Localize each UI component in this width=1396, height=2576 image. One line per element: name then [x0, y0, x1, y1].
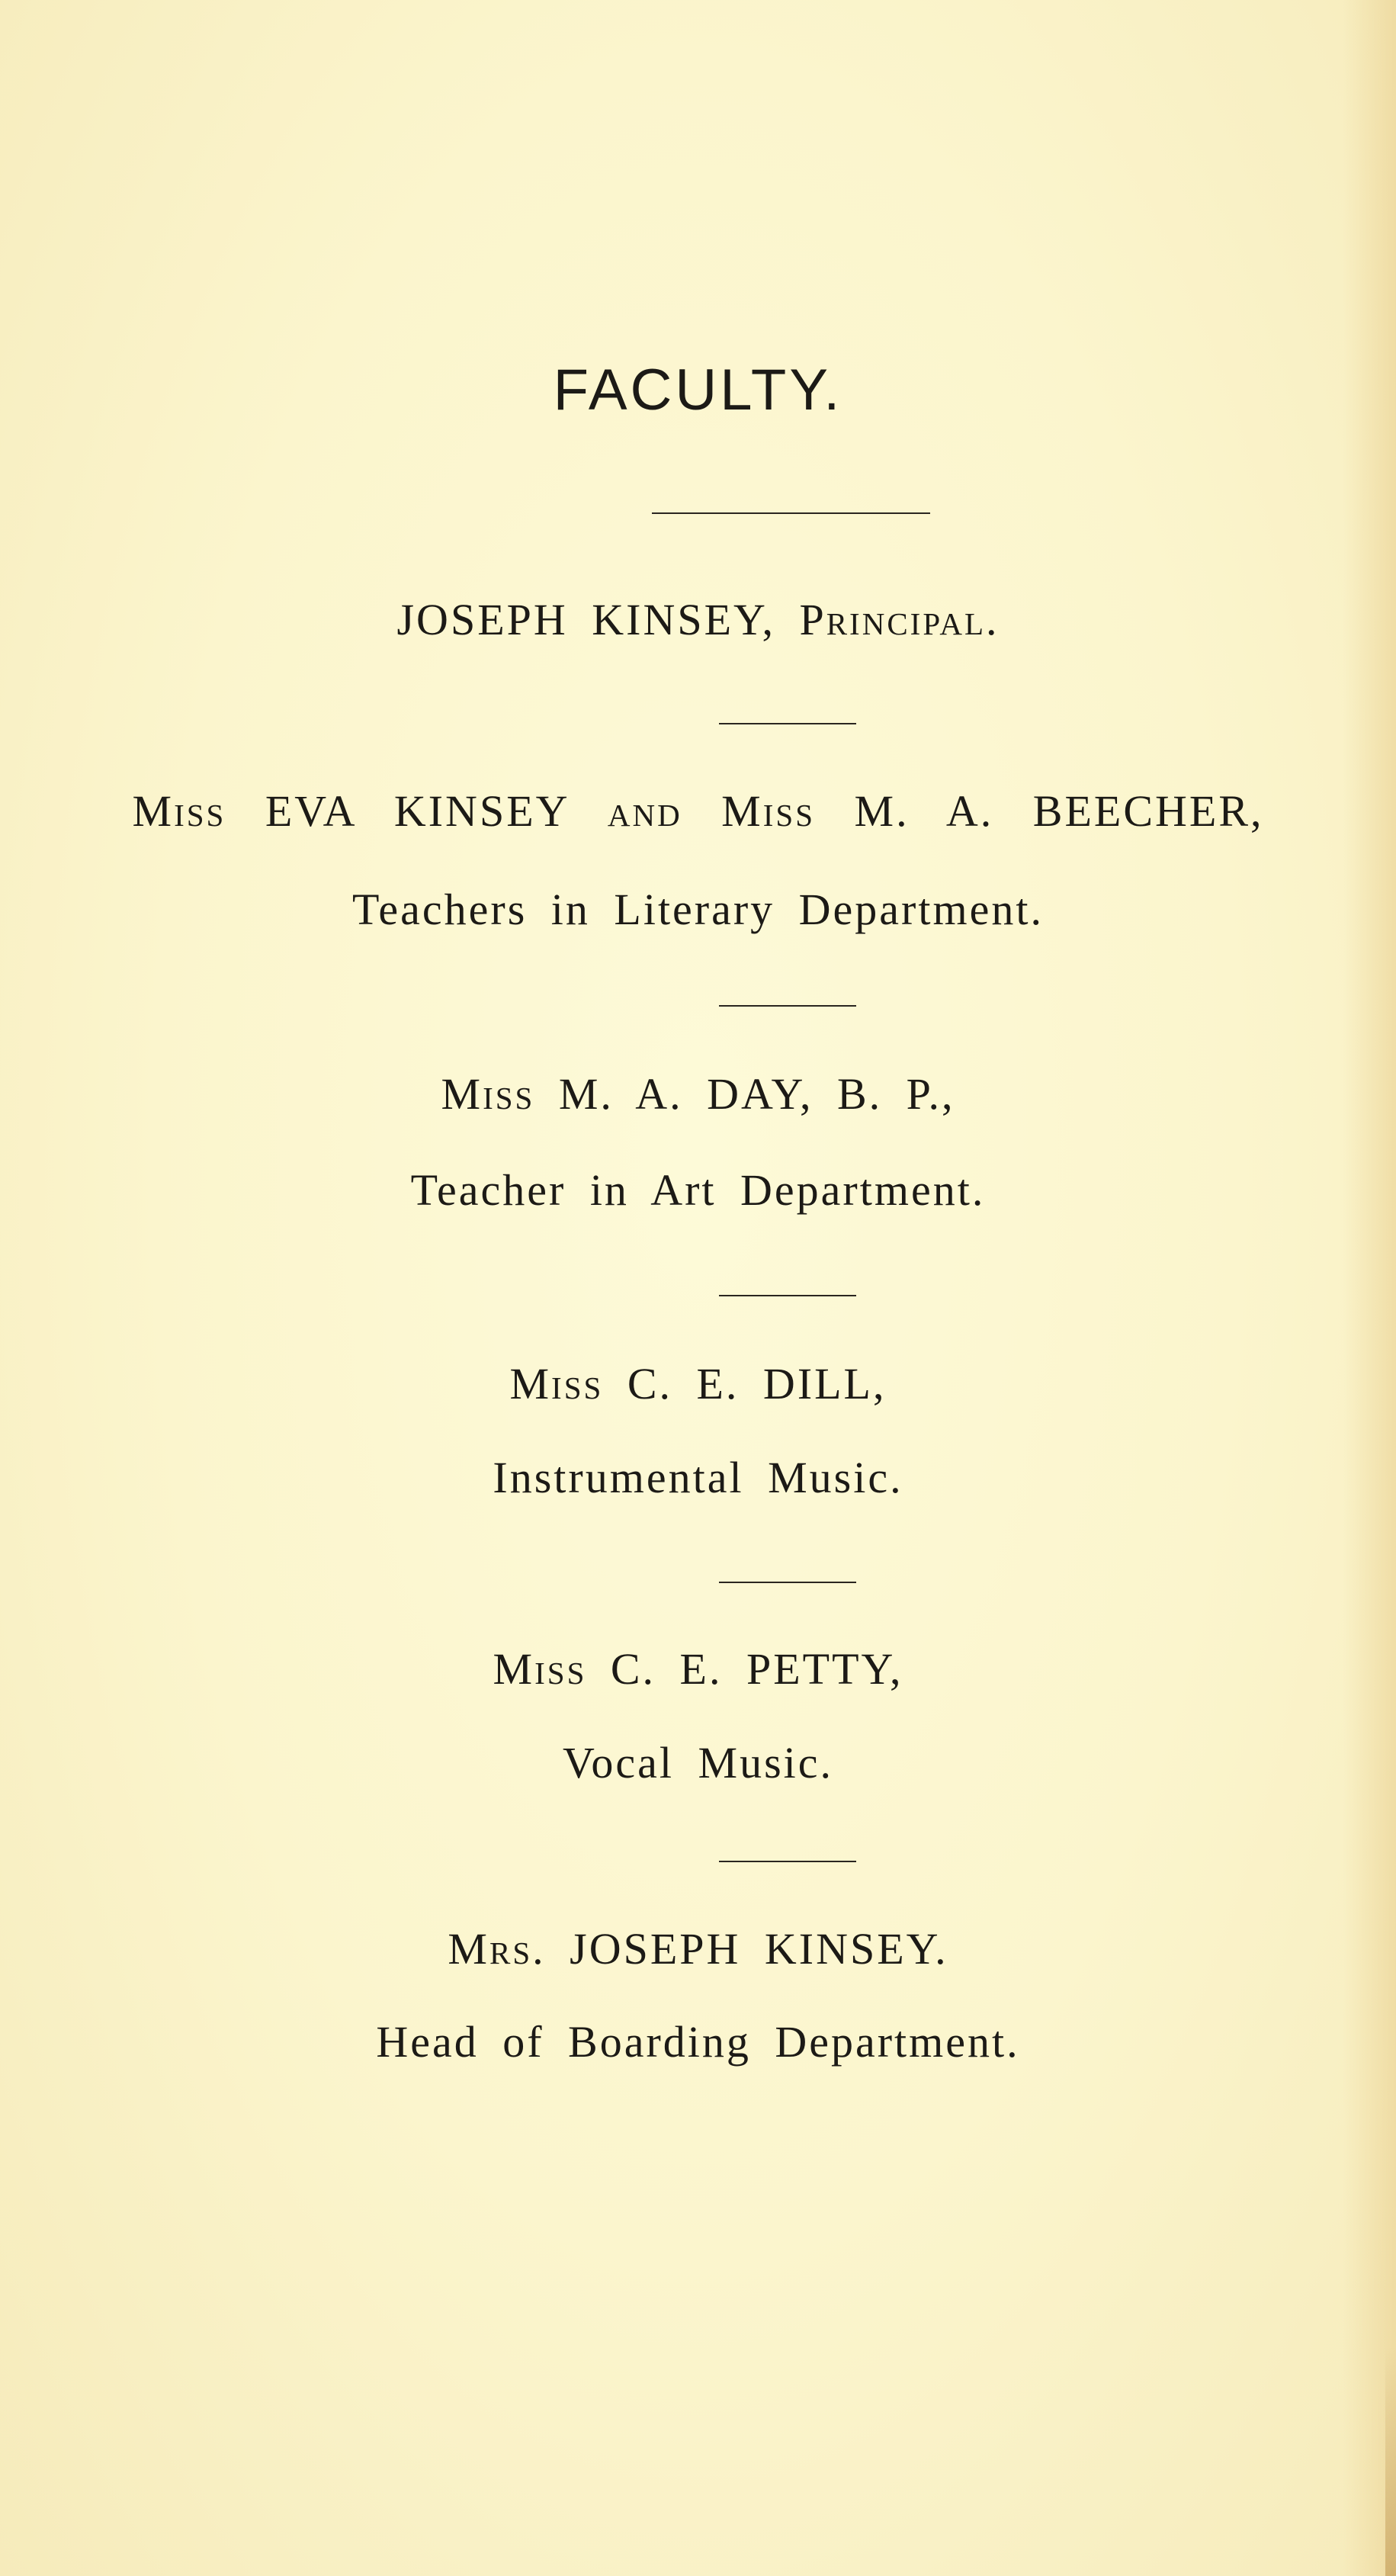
- literary-teachers-names: Miss EVA KINSEY and Miss M. A. BEECHER,: [132, 786, 1264, 836]
- divider-rule: [719, 1861, 856, 1862]
- vocal-teacher-name: Miss C. E. PETTY,: [493, 1644, 903, 1694]
- divider-rule: [719, 1582, 856, 1583]
- principal-entry: [0, 589, 1396, 650]
- vocal-teacher-role: Vocal Music.: [562, 1738, 833, 1787]
- boarding-head-name: Mrs. JOSEPH KINSEY.: [448, 1924, 948, 1974]
- art-teacher-name: Miss M. A. DAY, B. P.,: [441, 1069, 955, 1119]
- page-title: FACULTY.: [553, 358, 843, 422]
- principal-name: JOSEPH KINSEY,: [396, 595, 775, 644]
- divider-rule: [719, 1005, 856, 1007]
- boarding-head-role: Head of Boarding Department.: [376, 2017, 1020, 2067]
- art-teacher-role: Teacher in Art Department.: [410, 1165, 986, 1215]
- divider-rule: [719, 723, 856, 724]
- instrumental-teacher-role: Instrumental Music.: [493, 1453, 903, 1502]
- divider-rule: [652, 512, 930, 514]
- divider-rule: [719, 1295, 856, 1296]
- instrumental-teacher-name: Miss C. E. DILL,: [509, 1359, 887, 1408]
- principal-role: Principal.: [799, 595, 1000, 644]
- page-edge-stain: [1385, 2347, 1396, 2576]
- literary-teachers-role: Teachers in Literary Department.: [352, 885, 1044, 934]
